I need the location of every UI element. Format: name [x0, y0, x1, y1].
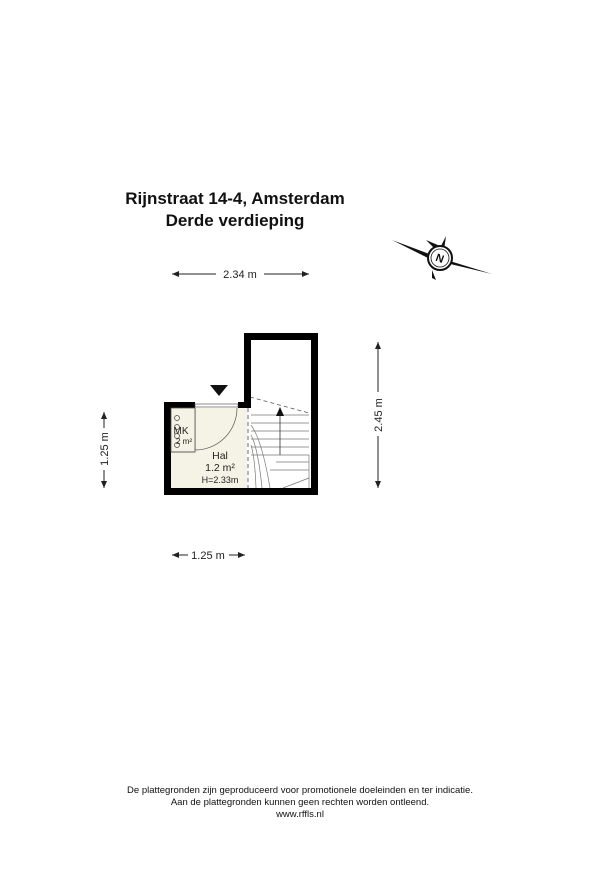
footer-disclaimer-2: Aan de plattegronden kunnen geen rechten worden ontleend. [170, 797, 430, 808]
plan-title-floor: Derde verdieping [165, 211, 305, 230]
dimension-top-width-label: 2.34 m [223, 269, 257, 281]
meter-cupboard [171, 408, 195, 452]
room-mk-name: MK [173, 426, 189, 437]
entrance-marker-icon [210, 385, 228, 396]
plan-title-address: Rijnstraat 14-4, Amsterdam [125, 189, 345, 208]
footer-disclaimer-1: De plattegronden zijn geproduceerd voor promotionele doeleinden en ter indicatie. [127, 785, 473, 796]
room-hal-name: Hal [212, 450, 228, 462]
footer-website: www.rffls.nl [276, 809, 324, 820]
dimension-left-height-label: 1.25 m [99, 432, 111, 466]
dimension-bottom-width [172, 550, 245, 562]
compass-north-label: N [433, 251, 446, 266]
stairwell [248, 340, 311, 488]
dimension-top-width [172, 269, 309, 281]
dimension-bottom-width-label: 1.25 m [191, 550, 225, 562]
dimension-left-height [99, 412, 111, 488]
room-hal-area: 1.2 m² [205, 462, 235, 474]
room-mk-area: 2 m² [176, 437, 192, 446]
dimension-right-height-label: 2.45 m [373, 398, 385, 432]
dimension-right-height [373, 342, 385, 488]
compass-icon [392, 236, 492, 280]
room-hal-height: H=2.33m [201, 475, 239, 485]
